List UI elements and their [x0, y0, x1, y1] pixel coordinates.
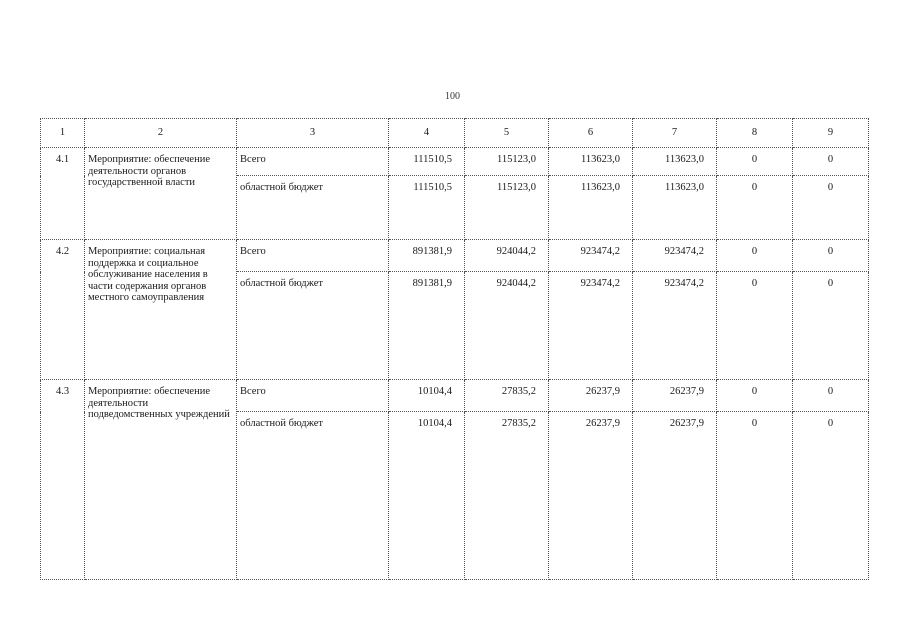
- event-description: Мероприятие: обеспечение деятельности подведомственных учреждений: [85, 380, 237, 580]
- value-cell: 923474,2: [549, 272, 633, 380]
- value-cell: 27835,2: [465, 380, 549, 412]
- value-cell: 891381,9: [389, 272, 465, 380]
- column-header: 7: [633, 119, 717, 148]
- page-number: 100: [445, 91, 460, 102]
- value-cell: 0: [717, 148, 793, 176]
- funding-source: Всего: [237, 148, 389, 176]
- value-cell: 111510,5: [389, 148, 465, 176]
- column-header: 1: [41, 119, 85, 148]
- value-cell: 111510,5: [389, 176, 465, 240]
- row-number: 4.2: [41, 240, 85, 380]
- value-cell: 923474,2: [633, 272, 717, 380]
- column-header: 4: [389, 119, 465, 148]
- row-number: 4.3: [41, 380, 85, 580]
- value-cell: 113623,0: [549, 176, 633, 240]
- value-cell: 0: [717, 412, 793, 580]
- value-cell: 10104,4: [389, 412, 465, 580]
- value-cell: 113623,0: [549, 148, 633, 176]
- value-cell: 26237,9: [633, 380, 717, 412]
- value-cell: 924044,2: [465, 240, 549, 272]
- table-row: [41, 240, 869, 272]
- value-cell: 924044,2: [465, 272, 549, 380]
- value-cell: 0: [717, 380, 793, 412]
- value-cell: 0: [717, 176, 793, 240]
- value-cell: 115123,0: [465, 148, 549, 176]
- column-header: 2: [85, 119, 237, 148]
- value-cell: 113623,0: [633, 176, 717, 240]
- value-cell: 26237,9: [549, 412, 633, 580]
- column-header: 6: [549, 119, 633, 148]
- funding-source: Всего: [237, 380, 389, 412]
- funding-source: областной бюджет: [237, 176, 389, 240]
- value-cell: 0: [793, 272, 869, 380]
- value-cell: 0: [793, 412, 869, 580]
- header-row: [41, 119, 869, 148]
- column-header: 5: [465, 119, 549, 148]
- funding-source: областной бюджет: [237, 272, 389, 380]
- value-cell: 26237,9: [633, 412, 717, 580]
- value-cell: 923474,2: [633, 240, 717, 272]
- value-cell: 0: [793, 240, 869, 272]
- value-cell: 923474,2: [549, 240, 633, 272]
- value-cell: 0: [793, 380, 869, 412]
- value-cell: 113623,0: [633, 148, 717, 176]
- value-cell: 0: [793, 176, 869, 240]
- column-header: 3: [237, 119, 389, 148]
- value-cell: 27835,2: [465, 412, 549, 580]
- column-header: 8: [717, 119, 793, 148]
- column-header: 9: [793, 119, 869, 148]
- event-description: Мероприятие: обеспечение деятельности органов государственной власти: [85, 148, 237, 240]
- event-description: Мероприятие: социальная поддержка и социальное обслуживание населения в части содержания органов местного самоуправления: [85, 240, 237, 380]
- value-cell: 0: [717, 240, 793, 272]
- funding-source: Всего: [237, 240, 389, 272]
- value-cell: 26237,9: [549, 380, 633, 412]
- budget-table: [40, 118, 869, 580]
- row-number: 4.1: [41, 148, 85, 240]
- value-cell: 0: [717, 272, 793, 380]
- table-row: [41, 148, 869, 176]
- value-cell: 10104,4: [389, 380, 465, 412]
- value-cell: 0: [793, 148, 869, 176]
- table-row: [41, 380, 869, 412]
- value-cell: 891381,9: [389, 240, 465, 272]
- value-cell: 115123,0: [465, 176, 549, 240]
- funding-source: областной бюджет: [237, 412, 389, 580]
